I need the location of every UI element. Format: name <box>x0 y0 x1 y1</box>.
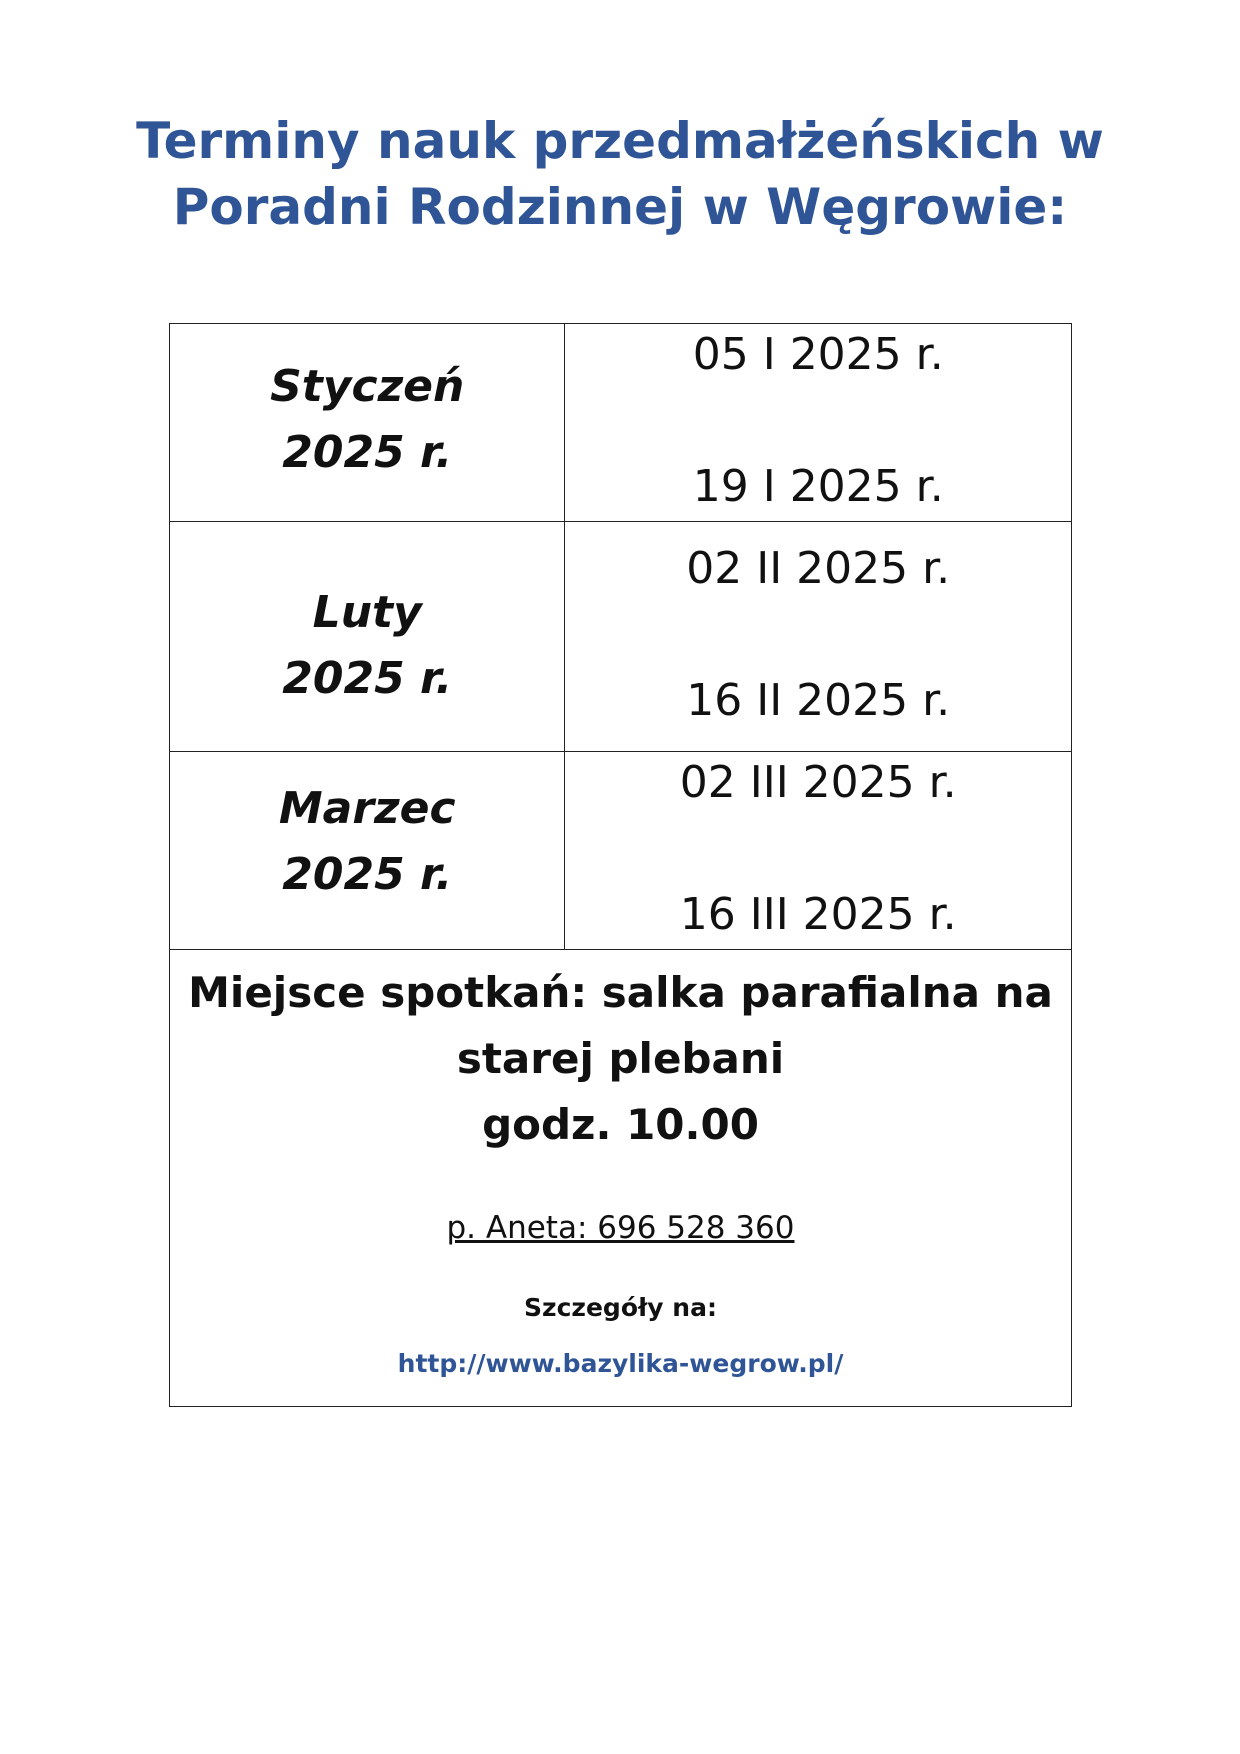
meeting-date: 16 II 2025 r. <box>686 675 951 726</box>
month-year: 2025 r. <box>282 427 453 478</box>
month-name: Luty <box>312 587 422 638</box>
meeting-date: 05 I 2025 r. <box>692 329 944 380</box>
dates-cell <box>565 752 1072 950</box>
month-name: Styczeń <box>270 361 465 412</box>
details-link[interactable]: http://www.bazylika-wegrow.pl/ <box>397 1349 844 1378</box>
page-title-line-2: Poradni Rodzinnej w Węgrowie: <box>172 178 1068 236</box>
meeting-place <box>170 960 1071 1092</box>
dates-cell <box>565 324 1072 522</box>
month-name: Marzec <box>278 783 456 834</box>
info-row <box>170 950 1072 1407</box>
schedule-table <box>169 323 1072 1407</box>
month-cell <box>170 324 565 522</box>
meeting-date: 02 II 2025 r. <box>686 543 951 594</box>
month-year: 2025 r. <box>282 849 453 900</box>
meeting-date: 19 I 2025 r. <box>692 461 944 512</box>
page-title-line-1: Terminy nauk przedmałżeńskich w <box>136 112 1104 170</box>
month-cell <box>170 752 565 950</box>
meeting-place-line-1: Miejsce spotkań: salka parafialna na <box>188 968 1053 1017</box>
schedule-row-january <box>170 324 1072 522</box>
month-cell <box>170 522 565 752</box>
meeting-date: 02 III 2025 r. <box>679 757 957 808</box>
contact-phone: p. Aneta: 696 528 360 <box>446 1210 795 1246</box>
details-label: Szczegóły na: <box>524 1293 717 1322</box>
schedule-row-february <box>170 522 1072 752</box>
dates-cell <box>565 522 1072 752</box>
info-cell <box>170 950 1072 1407</box>
contact-wrapper <box>170 1158 1071 1248</box>
page-title <box>100 108 1140 240</box>
month-year: 2025 r. <box>282 653 453 704</box>
schedule-row-march <box>170 752 1072 950</box>
meeting-date: 16 III 2025 r. <box>679 889 957 940</box>
meeting-time: godz. 10.00 <box>482 1100 759 1149</box>
meeting-place-line-2: starej plebani <box>456 1034 785 1083</box>
details-link-wrapper <box>170 1326 1071 1406</box>
